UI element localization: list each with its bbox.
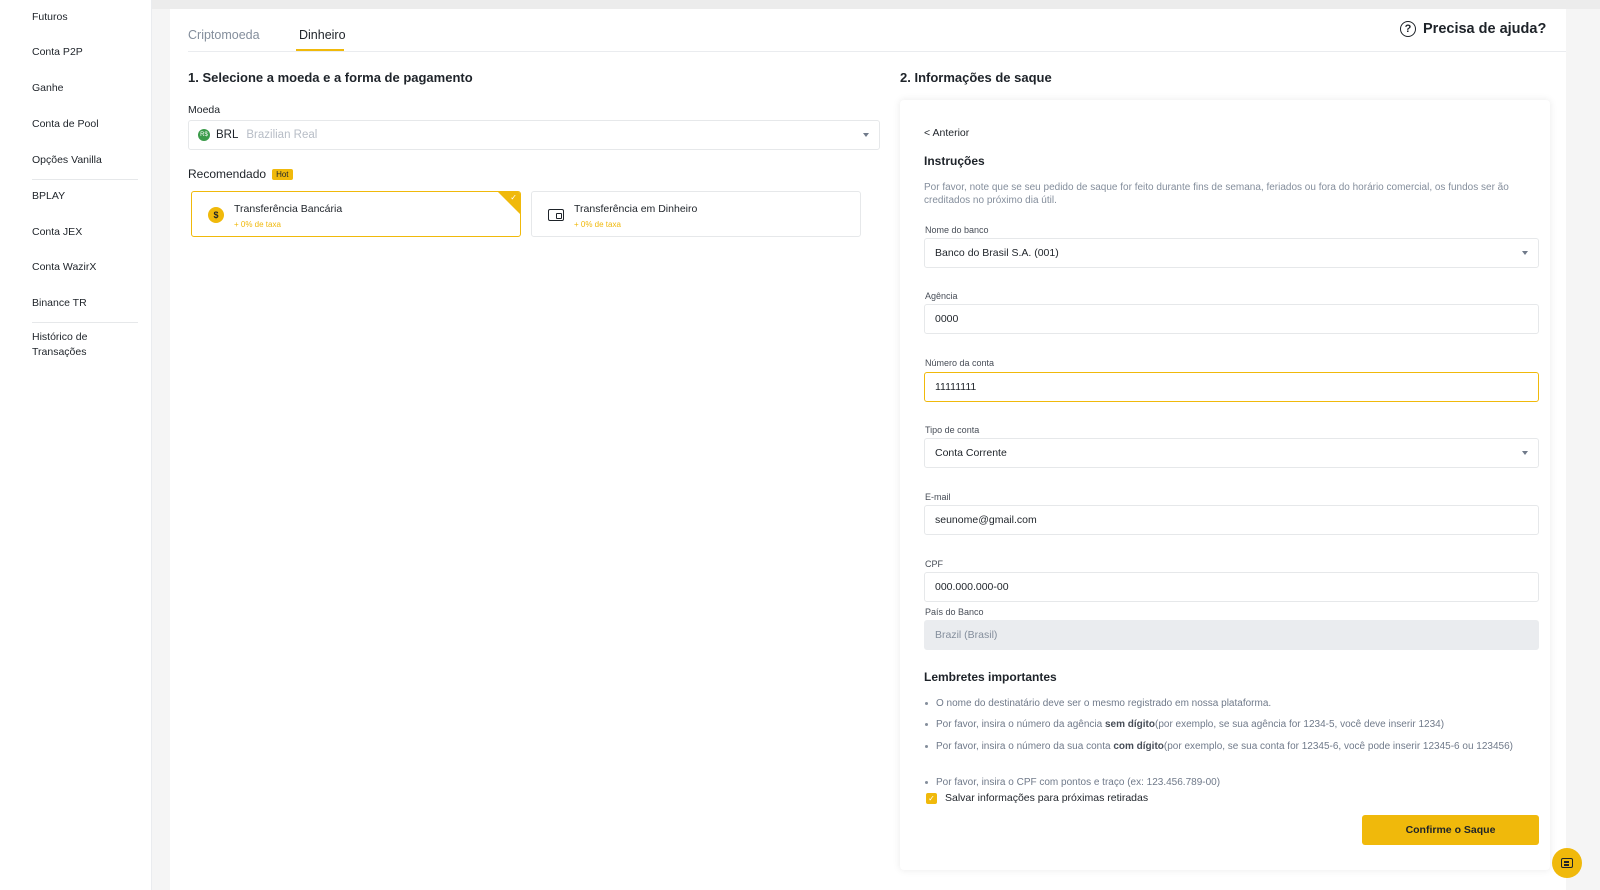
instructions-title: Instruções [924, 154, 985, 168]
confirm-withdraw-button[interactable]: Confirme o Saque [1362, 815, 1539, 845]
cpf-label: CPF [925, 559, 943, 569]
account-number-label: Número da conta [925, 358, 995, 368]
bank-country-label: País do Banco [925, 607, 984, 617]
payment-method-title: Transferência em Dinheiro [574, 203, 698, 215]
withdraw-info-panel [900, 100, 1550, 870]
reminder-text: O nome do destinatário deve ser o mesmo registrado em nossa plataforma. [936, 698, 1272, 709]
save-info-checkbox[interactable]: ✓ [926, 793, 937, 804]
sidebar-item-opcoes-vanilla[interactable]: Opções Vanilla [32, 154, 102, 166]
reminder-bold: com dígito [1113, 741, 1164, 752]
save-info-label: Salvar informações para próximas retiradas [945, 792, 1149, 804]
reminder-text: Por favor, insira o CPF com pontos e traço (ex: 123.456.789-00) [936, 777, 1221, 788]
recommended-label [188, 167, 293, 181]
help-link[interactable] [1400, 21, 1546, 37]
chevron-down-icon [1522, 451, 1528, 455]
reminder-item [936, 739, 1516, 754]
currency-code: BRL [216, 129, 239, 141]
reminder-item [936, 696, 1516, 711]
reminder-item [936, 717, 1516, 732]
main-content [170, 9, 1566, 890]
chat-icon [1561, 858, 1573, 868]
bank-country-field: Brazil (Brasil) [924, 620, 1539, 650]
chevron-down-icon [863, 133, 869, 137]
payment-method-bank-transfer[interactable] [191, 191, 521, 237]
account-number-input[interactable]: 11111111 [924, 372, 1539, 402]
step1-title: 1. Selecione a moeda e a forma de pagamento [188, 70, 473, 85]
bank-name-label: Nome do banco [925, 225, 989, 235]
agency-label: Agência [925, 291, 958, 301]
account-type-select[interactable] [924, 438, 1539, 468]
reminder-text: (por exemplo, se sua agência for 1234-5, você deve inserir 1234) [1155, 719, 1445, 730]
sidebar-item-conta-p2p[interactable]: Conta P2P [32, 46, 83, 58]
sidebar-item-historico[interactable]: Histórico de Transações [32, 331, 88, 358]
sidebar [0, 0, 152, 890]
bank-name-value: Banco do Brasil S.A. (001) [935, 247, 1059, 259]
reminders-title: Lembretes importantes [924, 670, 1057, 684]
account-type-label: Tipo de conta [925, 425, 980, 435]
reminder-item [936, 775, 1516, 790]
instructions-text: Por favor, note que se seu pedido de saque for feito durante fins de semana, feriados ou fora do horário comercial, os fundos ser ão creditados no próximo dia útil. [924, 182, 1509, 206]
agency-input[interactable]: 0000 [924, 304, 1539, 334]
payment-method-fee: + 0% de taxa [574, 220, 621, 229]
reminder-text: Por favor, insira o número da sua conta [936, 741, 1114, 752]
bank-name-select[interactable] [924, 238, 1539, 268]
sidebar-item-binance-tr[interactable]: Binance TR [32, 297, 87, 309]
payment-method-fee: + 0% de taxa [234, 220, 281, 229]
coin-transfer-icon: $ [208, 207, 224, 223]
sidebar-item-ganhe[interactable]: Ganhe [32, 82, 64, 94]
sidebar-item-conta-wazirx[interactable]: Conta WazirX [32, 261, 97, 273]
check-icon: ✓ [510, 193, 517, 202]
account-type-value: Conta Corrente [935, 447, 1007, 459]
reminder-text: Por favor, insira o número da agência [936, 719, 1105, 730]
help-label: Precisa de ajuda? [1423, 21, 1547, 37]
payment-method-cash-transfer[interactable] [531, 191, 861, 237]
cpf-input[interactable]: 000.000.000-00 [924, 572, 1539, 602]
tab-dinheiro[interactable]: Dinheiro [299, 28, 346, 42]
currency-select[interactable] [188, 120, 880, 150]
email-label: E-mail [925, 492, 951, 502]
sidebar-divider [32, 179, 138, 180]
sidebar-divider [32, 322, 138, 323]
currency-label: Moeda [188, 104, 221, 116]
sidebar-item-conta-de-pool[interactable]: Conta de Pool [32, 118, 99, 130]
chevron-down-icon [1522, 251, 1528, 255]
step2-title: 2. Informações de saque [900, 70, 1052, 85]
sidebar-item-conta-jex[interactable]: Conta JEX [32, 226, 83, 238]
recommended-text: Recomendado [188, 167, 267, 181]
hot-badge: Hot [272, 169, 292, 180]
payment-method-title: Transferência Bancária [234, 203, 343, 215]
tab-divider [188, 51, 1566, 52]
reminder-bold: sem dígito [1104, 719, 1155, 730]
tab-criptomoeda[interactable]: Criptomoeda [188, 28, 260, 42]
question-circle-icon: ? [1400, 21, 1416, 37]
chat-support-button[interactable] [1552, 848, 1582, 878]
back-link[interactable]: < Anterior [924, 127, 970, 139]
sidebar-item-bplay[interactable]: BPLAY [32, 190, 66, 202]
wallet-icon [548, 209, 564, 221]
email-input[interactable]: seunome@gmail.com [924, 505, 1539, 535]
top-bar [0, 0, 1600, 9]
reminder-text: (por exemplo, se sua conta for 12345-6, você pode inserir 12345-6 ou 123456) [1163, 741, 1514, 752]
sidebar-item-futuros[interactable]: Futuros [32, 11, 68, 23]
brl-coin-icon: R$ [198, 129, 210, 141]
currency-name: Brazilian Real [246, 129, 318, 141]
